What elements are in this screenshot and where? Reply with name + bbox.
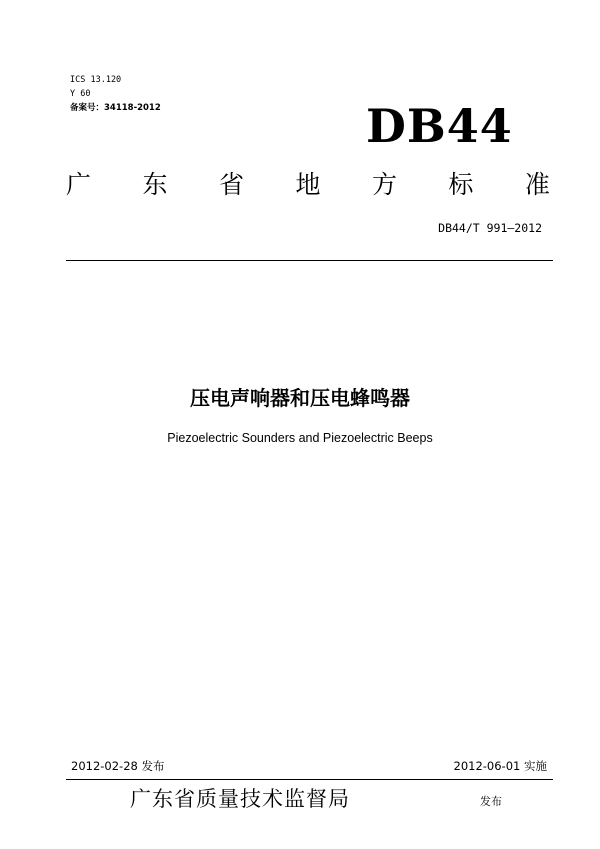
- title-english: Piezoelectric Sounders and Piezoelectric Beeps: [167, 431, 433, 445]
- title-chinese: 压电声响器和压电蜂鸣器: [190, 386, 410, 410]
- classification-code: Y 60: [70, 89, 91, 99]
- standard-type-char: 标: [448, 170, 474, 199]
- record-number: 备案号：34118-2012: [70, 103, 161, 113]
- standard-type-char: 广: [66, 170, 92, 199]
- issuing-authority: 广东省质量技术监督局: [130, 787, 350, 811]
- standard-type-heading: [66, 172, 550, 197]
- standard-type-char: 方: [371, 170, 397, 199]
- standard-type-char: 地: [295, 170, 321, 199]
- footer-divider: [66, 779, 553, 780]
- standard-code-logo: DB44: [366, 99, 513, 153]
- issued-label: 发布: [480, 795, 502, 808]
- header-divider: [66, 260, 553, 261]
- issue-date: 2012-02-28 发布: [71, 759, 165, 773]
- standard-type-char: 准: [524, 170, 550, 199]
- standard-type-char: 东: [142, 170, 168, 199]
- implementation-date: 2012-06-01 实施: [453, 759, 547, 773]
- standard-number: DB44/T 991—2012: [438, 221, 542, 235]
- ics-code: ICS 13.120: [70, 75, 122, 85]
- standard-type-char: 省: [218, 170, 244, 199]
